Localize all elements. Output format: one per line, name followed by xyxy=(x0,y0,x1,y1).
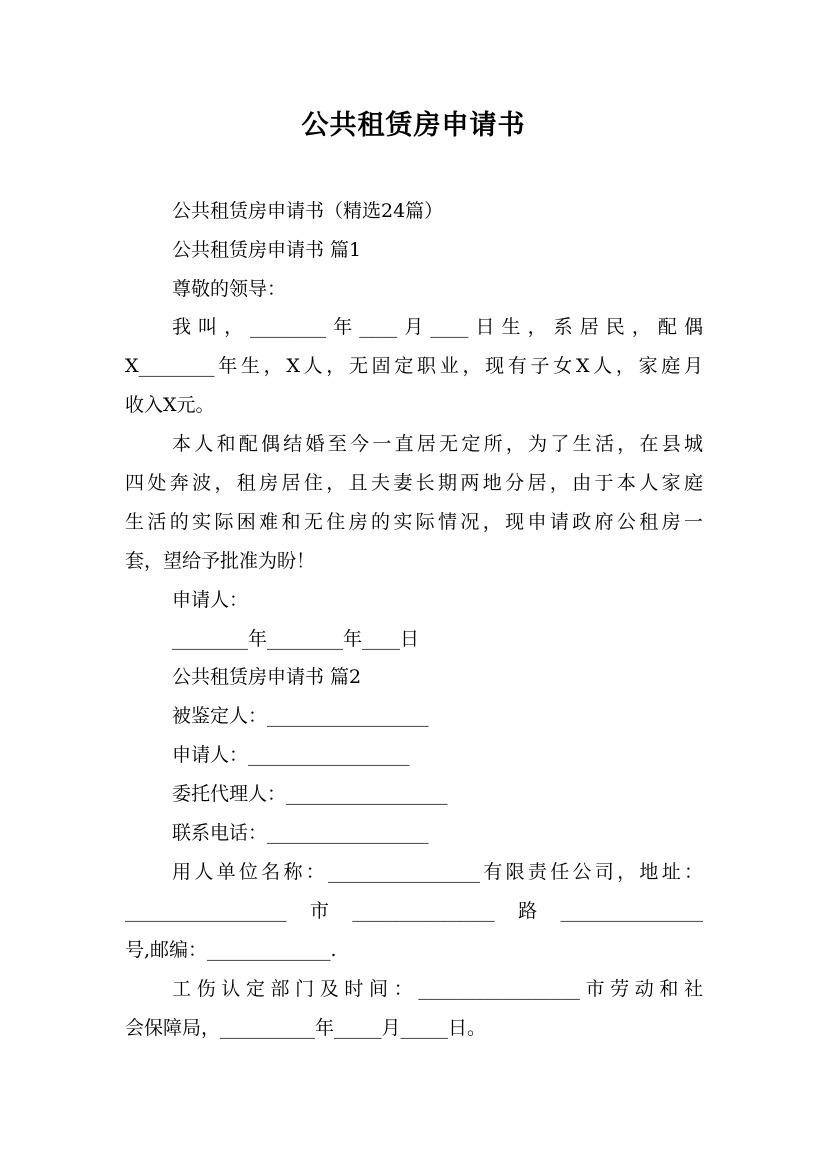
paragraph-line: 套，望给予批准为盼！ xyxy=(125,550,316,572)
document-title: 公共租赁房申请书 xyxy=(301,110,526,141)
paragraph-line: 收入X元。 xyxy=(125,394,215,416)
salutation: 尊敬的领导： xyxy=(172,278,287,300)
paragraph-line: X________年生，X人，无固定职业，现有子女X人，家庭月 xyxy=(125,355,703,377)
section-heading-1: 公共租赁房申请书 篇1 xyxy=(172,239,362,261)
subtitle-line: 公共租赁房申请书（精选24篇） xyxy=(172,200,444,222)
form-field-line: 工伤认定部门及时间：_________________市劳动和社 xyxy=(172,978,703,1000)
form-field-line: 委托代理人：_________________ xyxy=(172,783,448,805)
paragraph-line: 我叫，________年____月____日生，系居民，配偶 xyxy=(172,316,703,338)
form-field-line: 联系电话：_________________ xyxy=(172,822,429,844)
paragraph-line: 本人和配偶结婚至今一直居无定所，为了生活，在县城 xyxy=(172,433,703,455)
form-field-line: 被鉴定人：_________________ xyxy=(172,705,429,727)
form-field-line: _________________市_______________路_______________ xyxy=(125,900,703,922)
date-line: ________年________年____日 xyxy=(172,628,420,650)
form-field-line: 号,邮编：_____________. xyxy=(125,939,337,961)
paragraph-line: 生活的实际困难和无住房的实际情况，现申请政府公租房一 xyxy=(125,511,703,533)
paragraph-line: 四处奔波，租房居住，且夫妻长期两地分居，由于本人家庭 xyxy=(125,472,703,494)
form-field-line: 会保障局，__________年_____月_____日。 xyxy=(125,1017,487,1039)
section-heading-2: 公共租赁房申请书 篇2 xyxy=(172,666,362,688)
form-field-line: 用人单位名称：________________有限责任公司，地址： xyxy=(172,861,703,883)
applicant-label: 申请人： xyxy=(172,589,249,611)
form-field-line: 申请人：_________________ xyxy=(172,744,410,766)
